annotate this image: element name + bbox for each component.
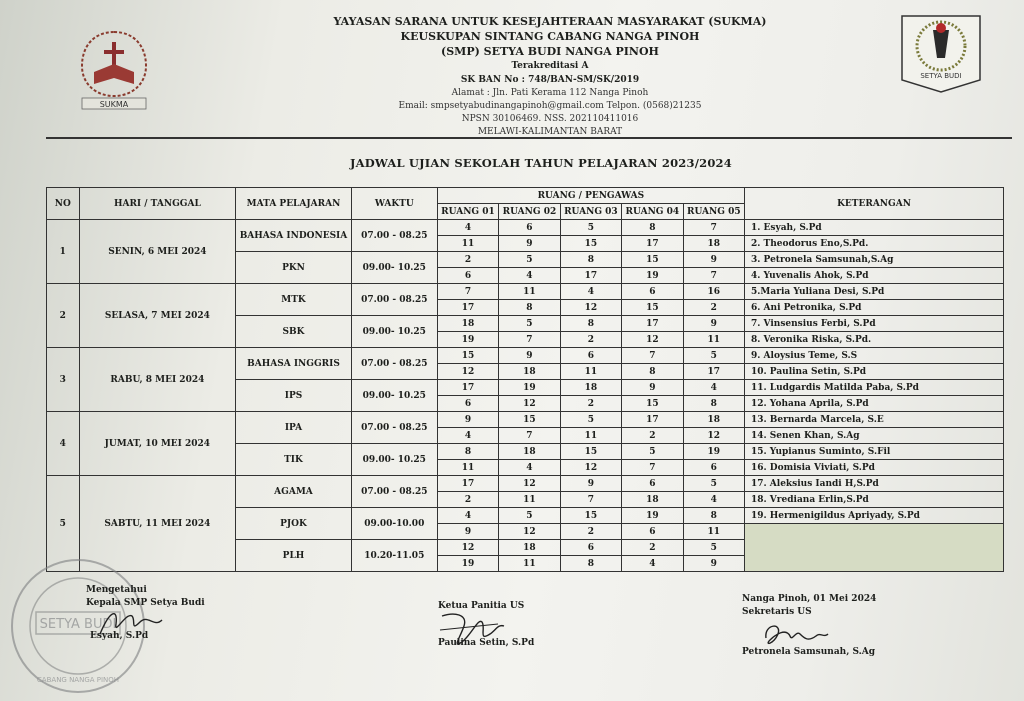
school-logo-text: SETYA BUDI (920, 72, 962, 80)
room-supervisor-cell: 15 (622, 396, 683, 412)
room-supervisor-cell: 11 (499, 556, 560, 572)
room-supervisor-cell: 8 (683, 508, 744, 524)
room-supervisor-cell: 9 (437, 412, 498, 428)
exam-time: 09.00- 10.25 (351, 444, 437, 476)
room-supervisor-cell: 6 (499, 220, 560, 236)
room-supervisor-cell: 2 (622, 540, 683, 556)
room-supervisor-cell: 5 (499, 508, 560, 524)
day-date: RABU, 8 MEI 2024 (79, 348, 236, 412)
supervisor-note: 13. Bernarda Marcela, S.E (745, 412, 1004, 428)
room-supervisor-cell: 18 (437, 316, 498, 332)
letterhead-divider (46, 137, 1012, 139)
day-number: 2 (47, 284, 80, 348)
supervisor-note: 6. Ani Petronika, S.Pd (745, 300, 1004, 316)
room-supervisor-cell: 19 (622, 508, 683, 524)
room-supervisor-cell: 8 (560, 252, 621, 268)
sukma-logo-text: SUKMA (99, 100, 129, 109)
room-supervisor-cell: 8 (622, 364, 683, 380)
day-date: SABTU, 11 MEI 2024 (79, 476, 236, 572)
subject-name: PLH (236, 540, 352, 572)
header-no: NO (47, 188, 80, 220)
header-rooms-group: RUANG / PENGAWAS (437, 188, 744, 204)
supervisor-note: 18. Vrediana Erlin,S.Pd (745, 492, 1004, 508)
room-supervisor-cell: 19 (437, 332, 498, 348)
room-supervisor-cell: 5 (683, 476, 744, 492)
room-supervisor-cell: 17 (437, 476, 498, 492)
room-supervisor-cell: 6 (622, 284, 683, 300)
table-row (47, 284, 1004, 300)
header-room: RUANG 01 (437, 204, 498, 220)
day-number: 3 (47, 348, 80, 412)
room-supervisor-cell: 11 (560, 364, 621, 380)
room-supervisor-cell: 12 (683, 428, 744, 444)
supervisor-note: 12. Yohana Aprila, S.Pd (745, 396, 1004, 412)
room-supervisor-cell: 11 (437, 460, 498, 476)
room-supervisor-cell: 15 (560, 236, 621, 252)
room-supervisor-cell: 18 (560, 380, 621, 396)
day-date: SELASA, 7 MEI 2024 (79, 284, 236, 348)
room-supervisor-cell: 2 (437, 252, 498, 268)
supervisor-note: 1. Esyah, S.Pd (745, 220, 1004, 236)
room-supervisor-cell: 4 (437, 220, 498, 236)
room-supervisor-cell: 17 (622, 412, 683, 428)
room-supervisor-cell: 7 (499, 428, 560, 444)
room-supervisor-cell: 4 (499, 460, 560, 476)
room-supervisor-cell: 2 (437, 492, 498, 508)
exam-time: 07.00 - 08.25 (351, 348, 437, 380)
exam-time: 09.00- 10.25 (351, 316, 437, 348)
day-date: JUMAT, 10 MEI 2024 (79, 412, 236, 476)
principal-role: Kepala SMP Setya Budi (86, 598, 205, 608)
room-supervisor-cell: 17 (622, 316, 683, 332)
room-supervisor-cell: 18 (622, 492, 683, 508)
room-supervisor-cell: 17 (622, 236, 683, 252)
room-supervisor-cell: 8 (499, 300, 560, 316)
room-supervisor-cell: 5 (683, 540, 744, 556)
npsn: NPSN 30106469. NSS. 202110411016 (461, 114, 639, 124)
chair-signature-icon (438, 608, 508, 652)
room-supervisor-cell: 11 (499, 284, 560, 300)
supervisor-note: 2. Theodorus Eno,S.Pd. (745, 236, 1004, 252)
room-supervisor-cell: 17 (437, 300, 498, 316)
room-supervisor-cell: 9 (499, 348, 560, 364)
room-supervisor-cell: 18 (499, 540, 560, 556)
room-supervisor-cell: 12 (499, 396, 560, 412)
room-supervisor-cell: 2 (560, 332, 621, 348)
supervisor-note: 3. Petronela Samsunah,S.Ag (745, 252, 1004, 268)
supervisor-note: 4. Yuvenalis Ahok, S.Pd (745, 268, 1004, 284)
day-number: 4 (47, 412, 80, 476)
room-supervisor-cell: 5 (560, 220, 621, 236)
room-supervisor-cell: 2 (560, 396, 621, 412)
header-room: RUANG 03 (560, 204, 621, 220)
room-supervisor-cell: 4 (560, 284, 621, 300)
letterhead (300, 14, 800, 139)
room-supervisor-cell: 5 (560, 412, 621, 428)
room-supervisor-cell: 12 (622, 332, 683, 348)
room-supervisor-cell: 12 (499, 476, 560, 492)
school-logo-icon (898, 12, 984, 94)
subject-name: PKN (236, 252, 352, 284)
room-supervisor-cell: 15 (560, 508, 621, 524)
subject-name: AGAMA (236, 476, 352, 508)
room-supervisor-cell: 7 (622, 348, 683, 364)
secretary-name: Petronela Samsunah, S.Ag (742, 647, 876, 657)
table-row (47, 412, 1004, 428)
exam-time: 10.20-11.05 (351, 540, 437, 572)
subject-name: MTK (236, 284, 352, 316)
table-row (47, 348, 1004, 364)
room-supervisor-cell: 7 (560, 492, 621, 508)
sukma-logo-icon (76, 28, 152, 112)
room-supervisor-cell: 15 (437, 348, 498, 364)
subject-name: SBK (236, 316, 352, 348)
room-supervisor-cell: 9 (683, 556, 744, 572)
room-supervisor-cell: 15 (499, 412, 560, 428)
foundation-name: YAYASAN SARANA UNTUK KESEJAHTERAAN MASYARAKAT (SUKMA) (333, 15, 767, 28)
room-supervisor-cell: 18 (499, 364, 560, 380)
header-time: WAKTU (351, 188, 437, 220)
chair-name: Paulina Setin, S.Pd (438, 638, 535, 648)
supervisor-note: 17. Aleksius Iandi H,S.Pd (745, 476, 1004, 492)
document-title: JADWAL UJIAN SEKOLAH TAHUN PELAJARAN 2023/2024 (350, 156, 732, 170)
room-supervisor-cell: 5 (683, 348, 744, 364)
subject-name: IPA (236, 412, 352, 444)
subject-name: PJOK (236, 508, 352, 540)
exam-time: 07.00 - 08.25 (351, 412, 437, 444)
diocese-name: KEUSKUPAN SINTANG CABANG NANGA PINOH (400, 30, 700, 43)
room-supervisor-cell: 11 (683, 524, 744, 540)
secretary-role: Sekretaris US (742, 607, 812, 617)
room-supervisor-cell: 2 (622, 428, 683, 444)
room-supervisor-cell: 6 (683, 460, 744, 476)
room-supervisor-cell: 9 (499, 236, 560, 252)
room-supervisor-cell: 6 (622, 524, 683, 540)
room-supervisor-cell: 11 (683, 332, 744, 348)
room-supervisor-cell: 12 (499, 524, 560, 540)
room-supervisor-cell: 16 (683, 284, 744, 300)
room-supervisor-cell: 7 (437, 284, 498, 300)
room-supervisor-cell: 4 (499, 268, 560, 284)
room-supervisor-cell: 6 (560, 540, 621, 556)
day-number: 5 (47, 476, 80, 572)
room-supervisor-cell: 8 (437, 444, 498, 460)
exam-time: 07.00 - 08.25 (351, 284, 437, 316)
sk-ban: SK BAN No : 748/BAN-SM/SK/2019 (460, 75, 640, 85)
room-supervisor-cell: 18 (499, 444, 560, 460)
region: MELAWI-KALIMANTAN BARAT (477, 127, 623, 137)
header-room: RUANG 02 (499, 204, 560, 220)
room-supervisor-cell: 6 (437, 396, 498, 412)
room-supervisor-cell: 7 (499, 332, 560, 348)
room-supervisor-cell: 12 (437, 540, 498, 556)
room-supervisor-cell: 19 (683, 444, 744, 460)
subject-name: BAHASA INGGRIS (236, 348, 352, 380)
room-supervisor-cell: 8 (622, 220, 683, 236)
room-supervisor-cell: 11 (437, 236, 498, 252)
exam-time: 09.00- 10.25 (351, 380, 437, 412)
supervisor-note: 5.Maria Yuliana Desi, S.Pd (745, 284, 1004, 300)
room-supervisor-cell: 4 (622, 556, 683, 572)
header-subject: MATA PELAJARAN (236, 188, 352, 220)
subject-name: TIK (236, 444, 352, 476)
table-row (47, 220, 1004, 236)
header-notes: KETERANGAN (745, 188, 1004, 220)
contact: Email: smpsetyabudinangapinoh@gmail.com Telpon. (0568)21235 (398, 101, 702, 111)
room-supervisor-cell: 4 (437, 508, 498, 524)
room-supervisor-cell: 2 (560, 524, 621, 540)
room-supervisor-cell: 8 (683, 396, 744, 412)
room-supervisor-cell: 5 (499, 316, 560, 332)
room-supervisor-cell: 9 (560, 476, 621, 492)
room-supervisor-cell: 5 (622, 444, 683, 460)
room-supervisor-cell: 15 (622, 252, 683, 268)
sign-date: Nanga Pinoh, 01 Mei 2024 (742, 594, 877, 604)
room-supervisor-cell: 19 (499, 380, 560, 396)
exam-time: 09.00- 10.25 (351, 252, 437, 284)
room-supervisor-cell: 7 (622, 460, 683, 476)
room-supervisor-cell: 2 (683, 300, 744, 316)
room-supervisor-cell: 15 (622, 300, 683, 316)
room-supervisor-cell: 4 (683, 492, 744, 508)
room-supervisor-cell: 6 (622, 476, 683, 492)
room-supervisor-cell: 9 (437, 524, 498, 540)
room-supervisor-cell: 4 (683, 380, 744, 396)
exam-time: 09.00-10.00 (351, 508, 437, 540)
supervisor-note: 7. Vinsensius Ferbi, S.Pd (745, 316, 1004, 332)
supervisor-note: 8. Veronika Riska, S.Pd. (745, 332, 1004, 348)
room-supervisor-cell: 6 (560, 348, 621, 364)
supervisor-note: 16. Domisia Viviati, S.Pd (745, 460, 1004, 476)
chair-role: Ketua Panitia US (438, 601, 525, 611)
header-room: RUANG 05 (683, 204, 744, 220)
room-supervisor-cell: 7 (683, 268, 744, 284)
accreditation: Terakreditasi A (511, 61, 589, 71)
notes-empty-cell (745, 524, 1004, 572)
secretary-signature-icon (760, 616, 830, 650)
day-date: SENIN, 6 MEI 2024 (79, 220, 236, 284)
room-supervisor-cell: 6 (437, 268, 498, 284)
room-supervisor-cell: 4 (437, 428, 498, 444)
room-supervisor-cell: 17 (437, 380, 498, 396)
room-supervisor-cell: 11 (499, 492, 560, 508)
room-supervisor-cell: 9 (683, 316, 744, 332)
schedule-body (47, 220, 1004, 572)
supervisor-note: 9. Aloysius Teme, S.S (745, 348, 1004, 364)
supervisor-note: 19. Hermenigildus Apriyady, S.Pd (745, 508, 1004, 524)
room-supervisor-cell: 5 (499, 252, 560, 268)
address: Alamat : Jln. Pati Kerama 112 Nanga Pinoh (451, 88, 649, 98)
subject-name: IPS (236, 380, 352, 412)
room-supervisor-cell: 9 (683, 252, 744, 268)
supervisor-note: 14. Senen Khan, S.Ag (745, 428, 1004, 444)
room-supervisor-cell: 9 (622, 380, 683, 396)
room-supervisor-cell: 8 (560, 316, 621, 332)
stamp-text: SETYA BUDI (39, 617, 117, 632)
supervisor-note: 10. Paulina Setin, S.Pd (745, 364, 1004, 380)
day-number: 1 (47, 220, 80, 284)
room-supervisor-cell: 15 (560, 444, 621, 460)
room-supervisor-cell: 18 (683, 412, 744, 428)
stamp-ring-text: CABANG NANGA PINOH (36, 676, 120, 684)
room-supervisor-cell: 12 (560, 460, 621, 476)
room-supervisor-cell: 7 (683, 220, 744, 236)
room-supervisor-cell: 19 (622, 268, 683, 284)
header-room: RUANG 04 (622, 204, 683, 220)
room-supervisor-cell: 8 (560, 556, 621, 572)
header-day: HARI / TANGGAL (79, 188, 236, 220)
room-supervisor-cell: 11 (560, 428, 621, 444)
acknowledged-label: Mengetahui (86, 585, 147, 595)
exam-time: 07.00 - 08.25 (351, 476, 437, 508)
principal-name: Esyah, S.Pd (90, 631, 149, 641)
subject-name: BAHASA INDONESIA (236, 220, 352, 252)
principal-signature-icon (96, 606, 166, 640)
room-supervisor-cell: 18 (683, 236, 744, 252)
supervisor-note: 11. Ludgardis Matilda Paba, S.Pd (745, 380, 1004, 396)
room-supervisor-cell: 17 (683, 364, 744, 380)
exam-schedule-table (46, 187, 1004, 572)
room-supervisor-cell: 19 (437, 556, 498, 572)
school-name: (SMP) SETYA BUDI NANGA PINOH (441, 45, 659, 58)
exam-time: 07.00 - 08.25 (351, 220, 437, 252)
supervisor-note: 15. Yupianus Suminto, S.Fil (745, 444, 1004, 460)
table-row (47, 476, 1004, 492)
room-supervisor-cell: 12 (560, 300, 621, 316)
room-supervisor-cell: 12 (437, 364, 498, 380)
room-supervisor-cell: 17 (560, 268, 621, 284)
